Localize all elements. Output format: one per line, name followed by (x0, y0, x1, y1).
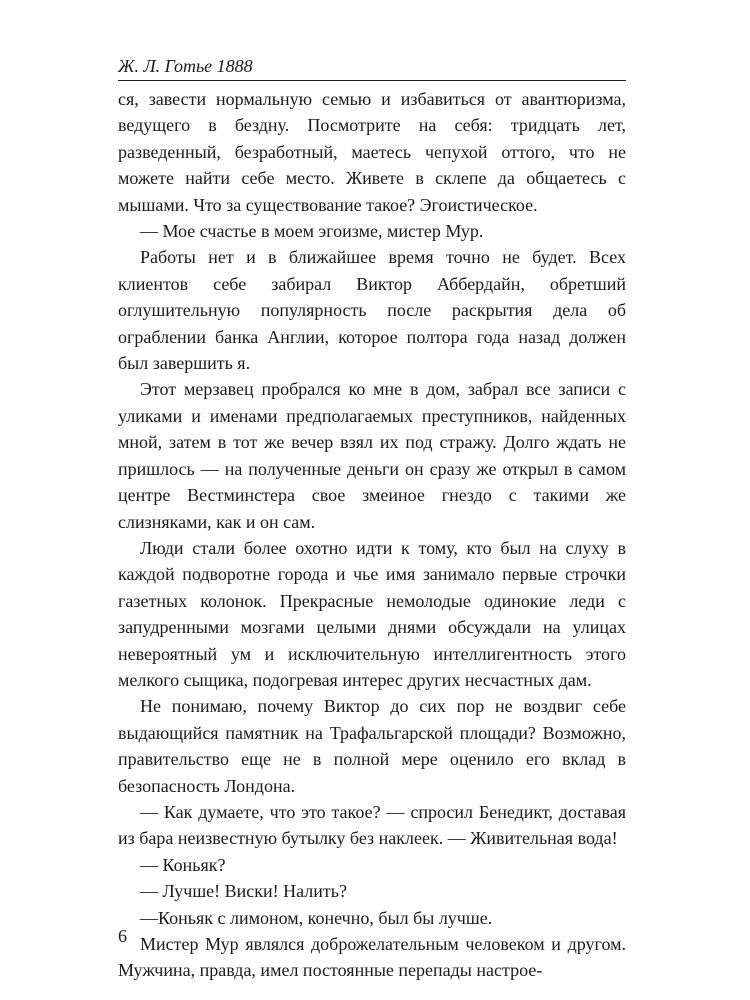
header-title: Ж. Л. Готье 1888 (118, 56, 253, 76)
paragraph: — Лучше! Виски! Налить? (140, 881, 347, 902)
paragraph: Этот мерзавец пробрался ко мне в дом, забрал все записи с уликами и именами предполагаемых преступников, найденных мной, затем в тот же вечер взял их под стражу. Долго ждать не пришлось — на полученные деньги он сразу же открыл в самом центре Вестминстера свое змеиное гнездо с такими же слизняками, как и он сам. (118, 379, 626, 532)
paragraph: — Коньяк? (140, 854, 226, 875)
paragraph: — Как думаете, что это такое? — спросил Бенедикт, доставая из бара неизвестную бутылку без наклеек. — Живительная вода! (118, 801, 626, 849)
paragraph: Люди стали более охотно идти к тому, кто был на слуху в каждой подворотне города и чье имя занимало первые строчки газетных колонок. Прекрасные немолодые одинокие леди с запудренными мозгами целыми днями обсуждали на улицах невероятный ум и исключительную интеллигентность этого мелкого сыщика, подогревая интерес других несчастных дам. (118, 537, 626, 690)
paragraph: —Коньяк с лимоном, конечно, был бы лучше. (140, 907, 493, 928)
body-text (118, 86, 626, 984)
page-number: 6 (118, 926, 127, 946)
running-header (118, 56, 626, 81)
paragraph: Мистер Мур являлся доброжелательным человеком и другом. Мужчина, правда, имел постоянные перепады настрое- (118, 934, 626, 981)
paragraph: ся, завести нормальную семью и избавиться от авантюризма, ведущего в бездну. Посмотрите на себя: тридцать лет, разведенный, безработный, маетесь чепухой оттого, что не можете найти себе место. Живете в склепе да общаетесь с мышами. Что за существование такое? Эгоистическое. (118, 89, 626, 215)
paragraph: Работы нет и в ближайшее время точно не будет. Всех клиентов себе забирал Виктор Аббердайн, обретший оглушительную популярность после раскрытия дела об ограблении банка Англии, которое полтора года назад должен был завершить я. (118, 247, 626, 374)
paragraph: — Мое счастье в моем эгоизме, мистер Мур. (140, 221, 484, 242)
paragraph: Не понимаю, почему Виктор до сих пор не воздвиг себе выдающийся памятник на Трафальгарской площади? Возможно, правительство еще не в полной мере оценило его вклад в безопасность Лондона. (118, 696, 626, 796)
